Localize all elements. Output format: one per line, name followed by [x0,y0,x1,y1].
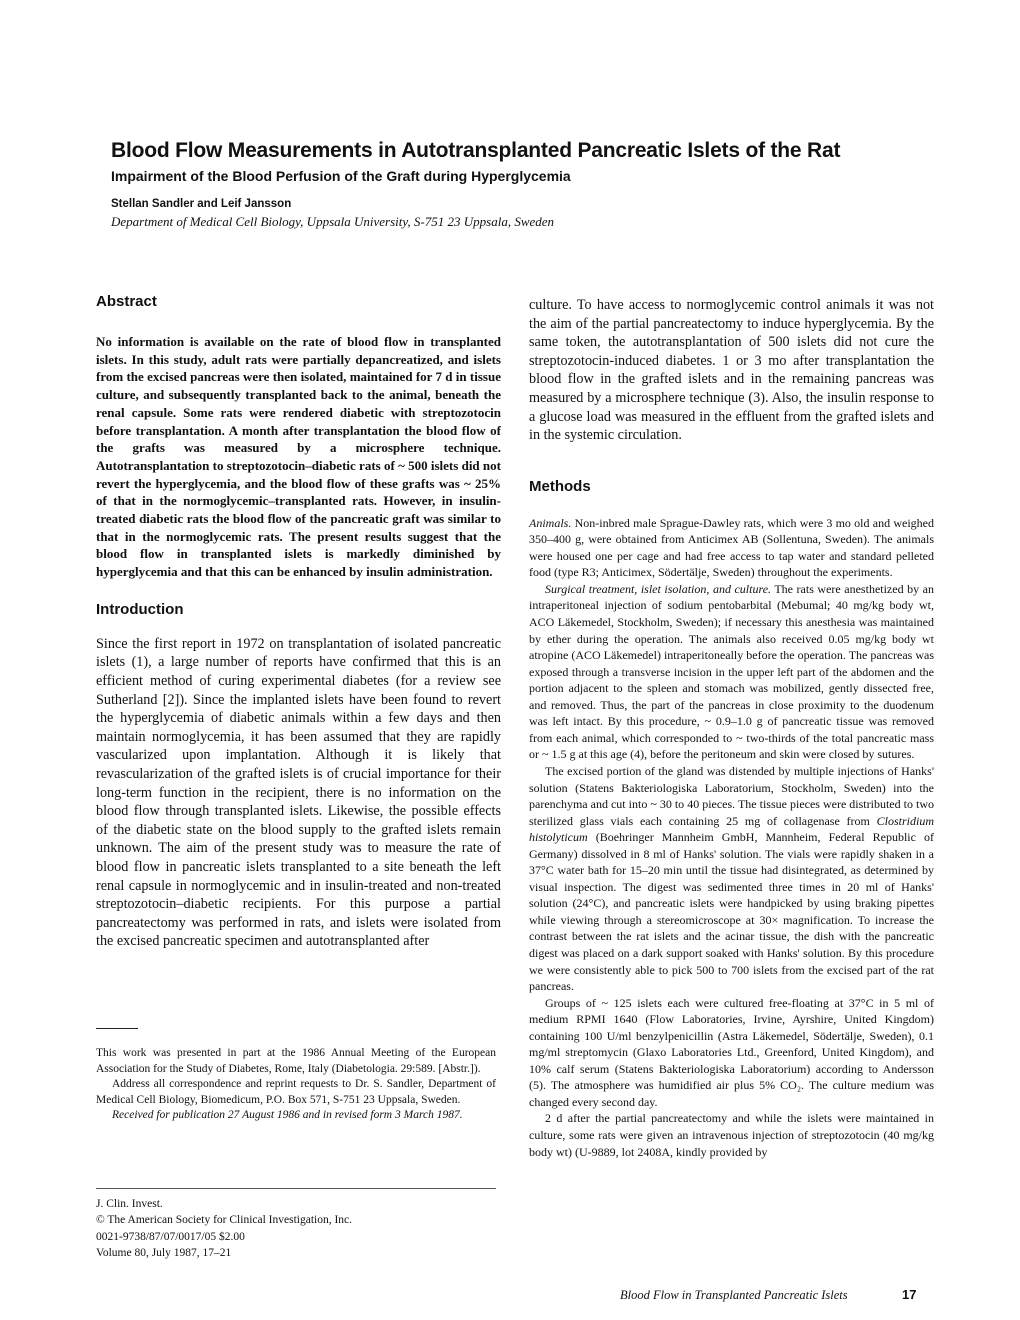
article-code: 0021-9738/87/07/0017/05 $2.00 [96,1230,245,1243]
animals-label: Animals. [529,515,572,530]
copyright: © The American Society for Clinical Investigation, Inc. [96,1214,353,1227]
abstract-heading: Abstract [96,293,157,310]
citation-block [96,1196,496,1262]
journal-name: J. Clin. Invest. [96,1198,163,1210]
authors: Stellan Sandler and Leif Jansson [111,198,292,210]
excised-text-1: The excised portion of the gland was distended by multiple injections of Hanks' solution (Statens Bakteriologiska Laboratorium, Stockholm, Sweden) into the parenchyma and cut into ~ 30 to 40 pieces. The tissue pieces were distributed to two sterilized glass vials each containing 25 mg of collagenase from [529,763,934,828]
right-column [529,296,934,1160]
methods-excised [529,763,934,995]
introduction-heading: Introduction [96,600,184,618]
volume-info: Volume 80, July 1987, 17–21 [96,1247,232,1260]
animals-text: Non-inbred male Sprague-Dawley rats, which were 3 mo old and weighed 350–400 g, were obtained from Anticimex AB (Sollentuna, Sweden). The animals were housed one per cage and had free access to tap water and standard pelleted food (type R3; Anticimex, Södertälje, Sweden) throughout the experiments. [529,515,934,580]
methods-groups: Groups of ~ 125 islets each were cultured free-floating at 37°C in 5 ml of medium RPMI 1640 (Flow Laboratories, Irvine, Ayrshire, United Kingdom) containing 100 U/ml benzylpenicillin (Astra Läkemedel, Södertälje, Sweden), 0.1 mg/ml streptomycin (Glaxo Laboratories Ltd., Greenford, United Kingdom), and 10% calf serum (Statens Bakteriologiska Laboratorium) according to Andersson (5). The atmosphere was humidified air plus 5% CO₂. The culture medium was changed every second day. [529,995,934,1109]
introduction-text: Since the first report in 1972 on transplantation of isolated pancreatic islets (1), a large number of reports have confirmed that this is an efficient method of curing experimental diabetes (for a review see Sutherland [2]). Since the implanted islets have been found to revert the hyperglycemia of diabetic animals within a few days and then maintain normoglycemia, it has been assumed that they are rapidly vascularized upon implantation. Although it is likely that revascularization of the grafted islets is of crucial importance for their long-term function in the recipient, there is no information on the blood flow through transplanted islets. Likewise, the possible effects of the diabetic state on the blood supply to the grafted islets remain unknown. The aim of the present study was to measure the rate of blood flow in pancreatic islets transplanted to a site beneath the left renal capsule in normoglycemic and in insulin-treated and non-treated streptozotocin–diabetic recipients. For this purpose a partial pancreatectomy was performed in rats, and islets were isolated from the excised pancreatic specimen and autotransplanted after [96,635,501,950]
page-number: 17 [902,1287,917,1302]
affiliation: Department of Medical Cell Biology, Uppsala University, S-751 23 Uppsala, Sweden [111,214,555,229]
footnote-presented: This work was presented in part at the 1986 Annual Meeting of the European Association for the Study of Diabetes, Rome, Italy (Diabetologia. 29:589. [Abstr.]). [96,1047,496,1075]
methods-heading: Methods [529,477,591,495]
citation-divider [96,1188,496,1189]
article-subtitle: Impairment of the Blood Perfusion of the Graft during Hyperglycemia [111,168,571,184]
surgical-label: Surgical treatment, islet isolation, and culture. [545,581,772,596]
methods-surgical [529,581,934,763]
surgical-text: The rats were anesthetized by an intraperitoneal injection of sodium pentobarbital (Mebumal; 40 mg/kg body wt, ACO Läkemedel, Stockholm, Sweden); if necessary this anesthesia was maintained by ether during the operation. The animals also received 0.05 mg/kg body wt atropine (ACO Läkemedel) intraperitoneally before the operation. The pancreas was exposed through a transverse incision in the upper left part of the abdomen and the portion adjacent to the spleen and stomach was mobilized, gently dissected free, and removed. Thus, the part of the pancreas in close proximity to the duodenum was left intact. By this procedure, ~ 0.9–1.0 g of pancreatic tissue was removed from each animal, which corresponded to ~ two-thirds of the total pancreatic mass or ~ 1.5 g at this age (4), before the peritoneum and skin were closed by sutures. [529,581,934,762]
running-footer: Blood Flow in Transplanted Pancreatic Islets [620,1288,848,1302]
left-column [96,292,501,951]
footnote-correspondence: Address all correspondence and reprint requests to Dr. S. Sandler, Department of Medical Cell Biology, Biomedicum, P.O. Box 571, S-751 23 Uppsala, Sweden. [96,1078,496,1106]
footnote-received: Received for publication 27 August 1986 and in revised form 3 March 1987. [112,1109,463,1122]
footnote-divider [96,1028,138,1029]
footnotes [96,1046,496,1124]
abstract-text: No information is available on the rate of blood flow in transplanted islets. In this study, adult rats were partially depancreatized, and islets from the excised pancreas were then isolated, maintained for 7 d in tissue culture, and subsequently transplanted back to the animal, beneath the renal capsule. Some rats were rendered diabetic with streptozotocin before transplantation. A month after transplantation the blood flow of the grafts was measured by a microsphere technique. Autotransplantation to streptozotocin–diabetic rats of ~ 500 islets did not revert the hyperglycemia, and the blood flow of these grafts was ~ 25% of that in the normoglycemic–transplanted rats. However, in insulin-treated diabetic rats the blood flow of the pancreatic graft was similar to that in the normoglycemic rats. The present results suggest that the blood flow in transplanted islets is markedly diminished by hyperglycemia and that this can be enhanced by insulin administration. [96,334,501,580]
excised-text-2: (Boehringer Mannheim GmbH, Mannheim, Federal Republic of Germany) dissolved in 8 ml of Hanks' solution. The vials were rapidly shaken in a 37°C water bath for 15–20 min until the tissue had disintegrated, as determined by visual inspection. The digest was sedimented three times in 20 ml of Hanks' solution (24°C), and pancreatic islets were handpicked by using braking pipettes while viewing through a stereomicroscope at 30× magnification. To increase the contrast between the rat islets and the acinar tissue, the dish with the pancreatic digest was placed on a dark support soaked with Hanks' solution. By this procedure we were consistently able to pick 500 to 700 islets from the excised part of the rat pancreas. [529,830,934,994]
article-title: Blood Flow Measurements in Autotransplanted Pancreatic Islets of the Rat [111,139,841,162]
introduction-continuation: culture. To have access to normoglycemic control animals it was not the aim of the partial pancreatectomy to induce hyperglycemia. By the same token, the autotransplantation of 500 islets did not cure the streptozotocin-induced diabetes. 1 or 3 mo after transplantation the blood flow in the grafted islets and in the remaining pancreas was measured by a microsphere technique (3). Also, the insulin response to a glucose load was measured in the effluent from the grafted islets and in the systemic circulation. [529,297,934,444]
methods-after: 2 d after the partial pancreatectomy and while the islets were maintained in culture, some rats were given an intravenous injection of streptozotocin (40 mg/kg body wt) (U-9889, lot 2408A, kindly provided by [529,1111,934,1159]
methods-animals [529,515,934,581]
excised-species: Clostridium histolyticum [529,813,934,845]
